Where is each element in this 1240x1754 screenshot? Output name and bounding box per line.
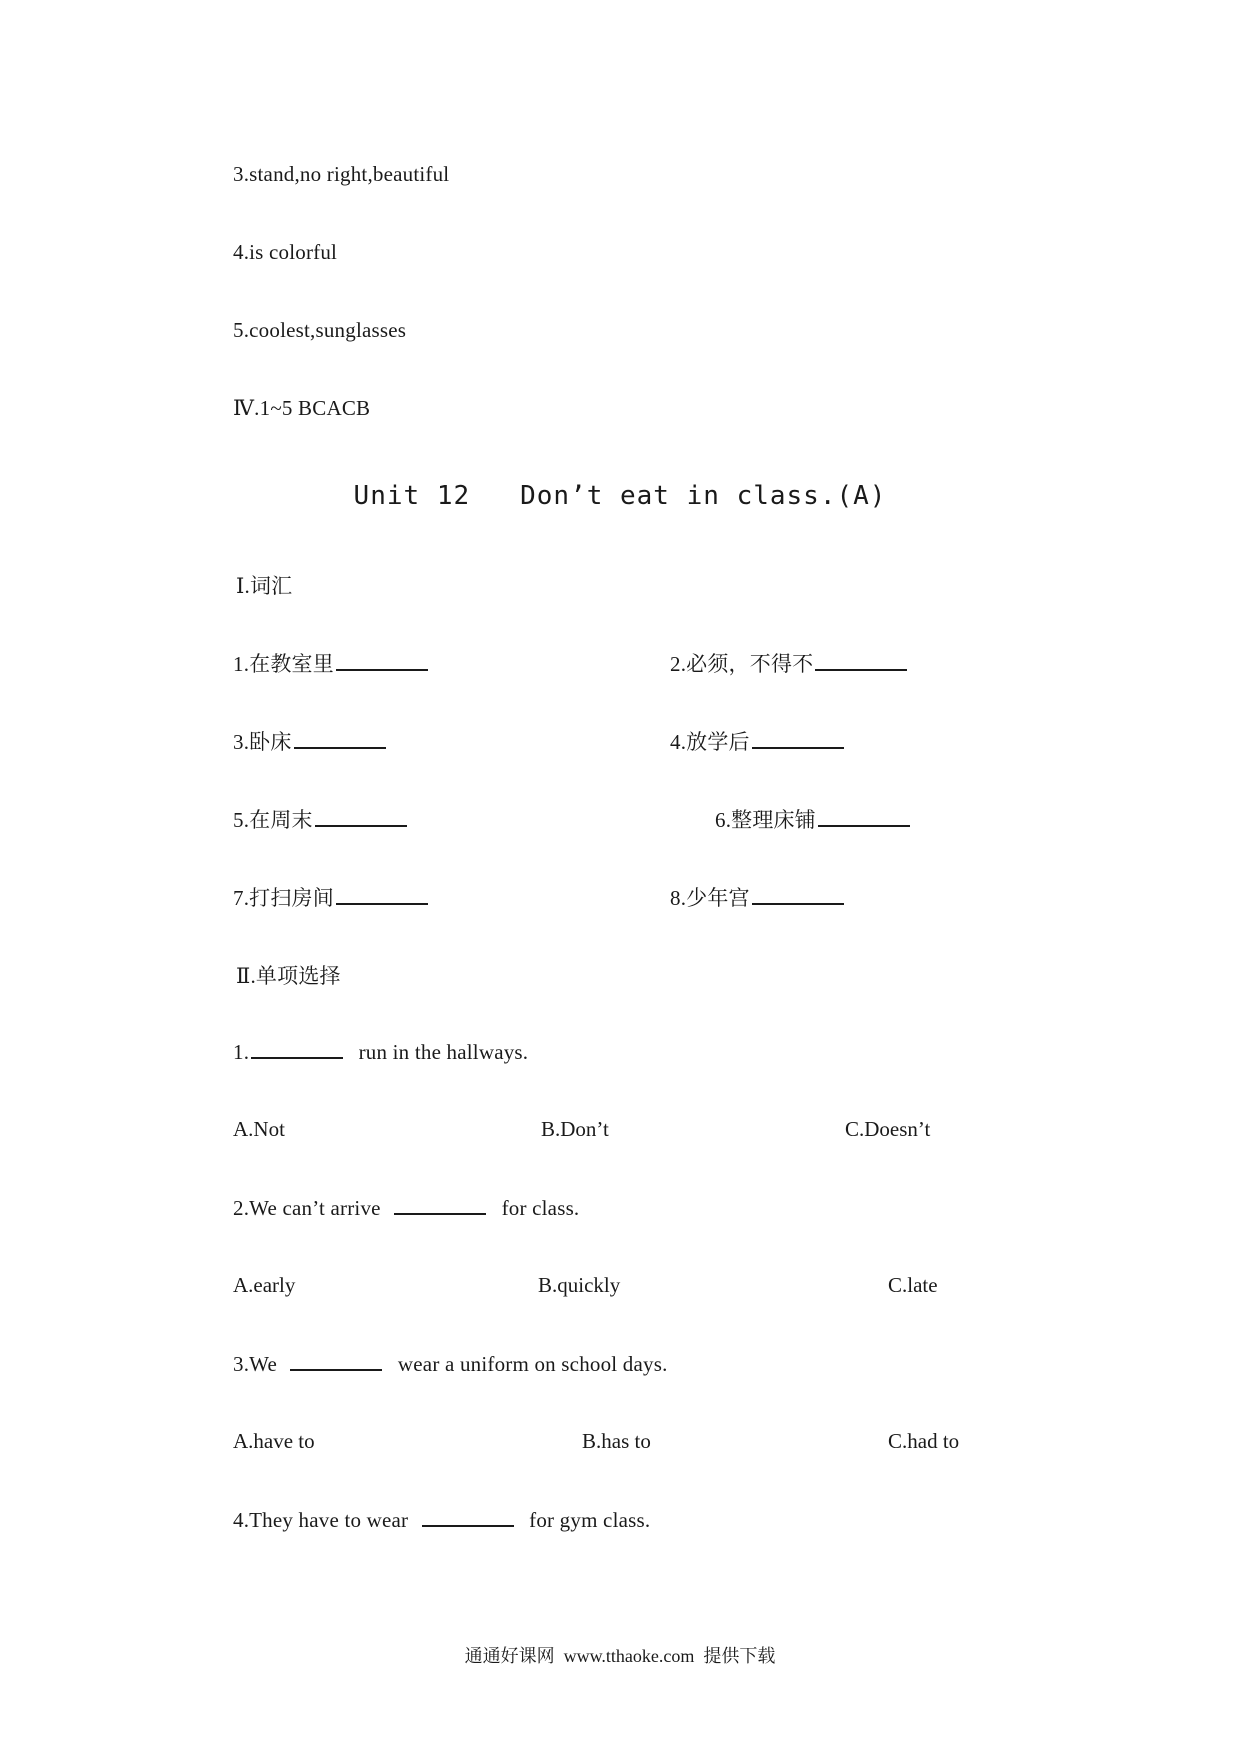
question-suffix: run in the hallways. [358, 1040, 529, 1064]
vocab-item-label: 5.在周末 [233, 808, 313, 832]
vocab-item-label: 1.在教室里 [233, 652, 334, 676]
vocab-item-6 [715, 804, 912, 834]
q3-option-a[interactable]: A.have to [233, 1429, 315, 1453]
answer-blank[interactable] [394, 1195, 486, 1215]
question-suffix: for gym class. [529, 1508, 651, 1532]
answer-blank[interactable] [818, 807, 910, 827]
answer-blank[interactable] [815, 651, 907, 671]
question-3 [233, 1351, 668, 1377]
answer-blank[interactable] [752, 885, 844, 905]
answer-blank[interactable] [422, 1507, 514, 1527]
vocab-item-1 [233, 648, 430, 678]
answer-line-3: 3.stand,no right,beautiful [233, 162, 450, 186]
q2-option-b[interactable]: B.quickly [538, 1273, 621, 1297]
vocab-item-2 [670, 648, 909, 678]
question-prefix: 1. [233, 1040, 250, 1064]
vocab-item-label: 4.放学后 [670, 730, 750, 754]
question-prefix: 4.They have to wear [233, 1508, 409, 1532]
answer-line-iv: Ⅳ.1~5 BCACB [233, 396, 371, 420]
question-prefix: 3.We [233, 1352, 278, 1376]
vocab-item-7 [233, 882, 430, 912]
q1-option-b[interactable]: B.Don’t [541, 1117, 609, 1141]
vocab-item-label: 6.整理床铺 [715, 808, 816, 832]
question-prefix: 2.We can’t arrive [233, 1196, 381, 1220]
vocab-item-5 [233, 804, 409, 834]
answer-blank[interactable] [290, 1351, 382, 1371]
section-vocab-heading: Ⅰ.词汇 [236, 574, 293, 598]
question-2 [233, 1195, 579, 1221]
answer-blank[interactable] [315, 807, 407, 827]
unit-title: Unit 12 Don’t eat in class.(A) [353, 481, 887, 511]
vocab-item-label: 8.少年宫 [670, 886, 750, 910]
question-suffix: for class. [501, 1196, 580, 1220]
vocab-item-4 [670, 726, 846, 756]
vocab-item-8 [670, 882, 846, 912]
question-4 [233, 1507, 650, 1533]
vocab-item-label: 2.必须，不得不 [670, 652, 814, 676]
answer-line-5: 5.coolest,sunglasses [233, 318, 407, 342]
answer-blank[interactable] [336, 885, 428, 905]
vocab-item-3 [233, 726, 388, 756]
answer-line-4: 4.is colorful [233, 240, 338, 264]
vocab-item-label: 3.卧床 [233, 730, 292, 754]
vocab-item-label: 7.打扫房间 [233, 886, 334, 910]
q2-option-a[interactable]: A.early [233, 1273, 296, 1297]
question-1 [233, 1039, 528, 1065]
answer-blank[interactable] [294, 729, 386, 749]
answer-blank[interactable] [752, 729, 844, 749]
section-choice-heading: Ⅱ.单项选择 [236, 964, 341, 988]
q3-option-b[interactable]: B.has to [582, 1429, 651, 1453]
q1-option-c[interactable]: C.Doesn’t [845, 1117, 931, 1141]
q2-option-c[interactable]: C.late [888, 1273, 938, 1297]
page-footer: 通通好课网 www.tthaoke.com 提供下载 [464, 1646, 776, 1666]
answer-blank[interactable] [251, 1039, 343, 1059]
answer-blank[interactable] [336, 651, 428, 671]
q3-option-c[interactable]: C.had to [888, 1429, 960, 1453]
q1-option-a[interactable]: A.Not [233, 1117, 285, 1141]
question-suffix: wear a uniform on school days. [397, 1352, 668, 1376]
